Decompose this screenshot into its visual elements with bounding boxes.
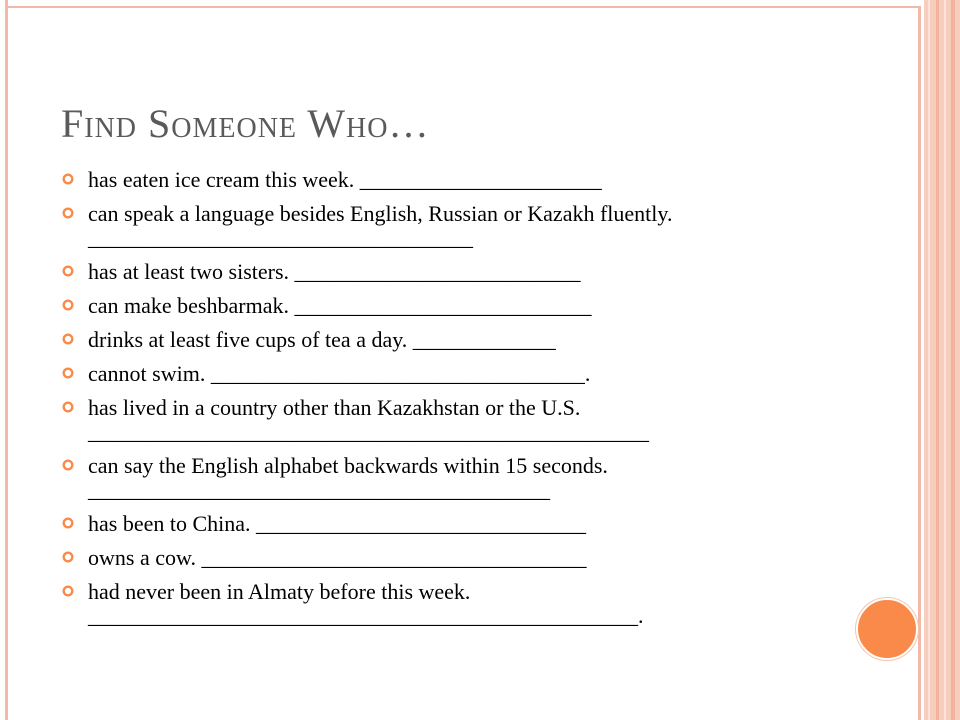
bullet-icon (62, 333, 74, 345)
list-item (62, 580, 862, 628)
bullet-text: has at least two sisters. __________________________ (88, 259, 581, 284)
bullet-icon (62, 517, 74, 529)
list-item (62, 454, 862, 502)
bullet-icon (62, 265, 74, 277)
bullet-icon (62, 173, 74, 185)
decorative-stripe (928, 0, 930, 720)
bullet-text: can speak a language besides English, Russian or Kazakh fluently. ___________________________________ (88, 201, 673, 250)
bullet-icon (62, 367, 74, 379)
list-item (62, 328, 862, 352)
bullet-text: has been to China. ______________________________ (88, 511, 587, 536)
bullet-text: can say the English alphabet backwards within 15 seconds. __________________________________________ (88, 453, 608, 502)
bullet-text: drinks at least five cups of tea a day. _____________ (88, 327, 556, 352)
frame-left-line (5, 0, 8, 720)
bullet-text: had never been in Almaty before this week. __________________________________________________. (88, 579, 644, 628)
bullet-icon (62, 299, 74, 311)
list-item (62, 362, 862, 386)
bullet-text: cannot swim. __________________________________. (88, 361, 591, 386)
bullet-text: has lived in a country other than Kazakhstan or the U.S. ___________________________________________________ (88, 395, 649, 444)
list-item (62, 546, 862, 570)
bullet-icon (62, 585, 74, 597)
bullet-icon (62, 459, 74, 471)
frame-right-line (918, 6, 921, 720)
bullet-list (62, 168, 862, 638)
bullet-icon (62, 401, 74, 413)
list-item (62, 512, 862, 536)
slide-title: Find Someone Who… (61, 101, 430, 146)
decorative-stripe (944, 0, 946, 720)
list-item (62, 202, 862, 250)
list-item (62, 396, 862, 444)
list-item (62, 168, 862, 192)
bullet-icon (62, 207, 74, 219)
decorative-stripe (936, 0, 939, 720)
bullet-text: can make beshbarmak. ___________________________ (88, 293, 592, 318)
bullet-icon (62, 551, 74, 563)
bullet-text: owns a cow. ___________________________________ (88, 545, 587, 570)
decorative-circle (856, 598, 918, 660)
frame-top-line (5, 6, 920, 8)
list-item (62, 260, 862, 284)
decorative-stripe (951, 0, 955, 720)
list-item (62, 294, 862, 318)
bullet-text: has eaten ice cream this week. ______________________ (88, 167, 602, 192)
